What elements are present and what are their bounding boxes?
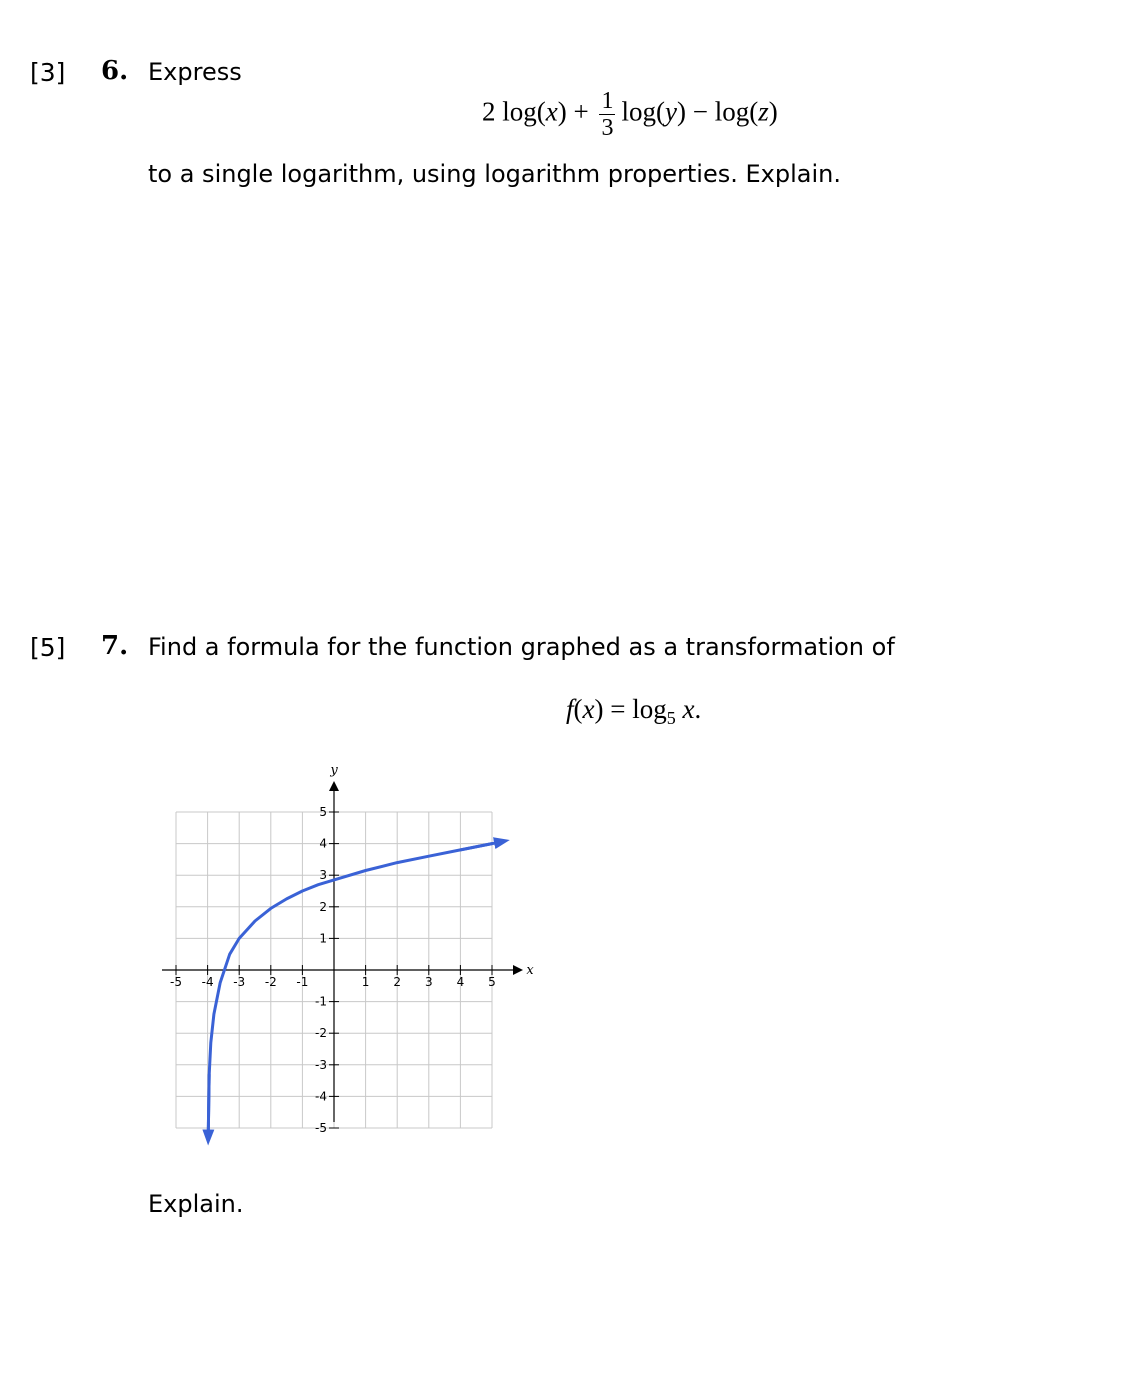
curve-arrow-down — [208, 1074, 209, 1137]
y-axis-label: y — [330, 763, 338, 778]
y-tick-label: -1 — [315, 994, 327, 1009]
q6-arg-y: y — [665, 96, 677, 127]
q7-base: 5 — [666, 708, 676, 728]
y-tick-label: -3 — [315, 1057, 327, 1072]
curve-arrow-right — [460, 842, 502, 850]
x-tick-label: 3 — [424, 975, 433, 989]
q6-arg-z: z — [758, 96, 769, 127]
y-tick-label: -2 — [315, 1026, 327, 1041]
x-tick-label: 5 — [488, 975, 496, 989]
q7-arg: x — [582, 694, 595, 724]
q6-instruction: to a single logarithm, using logarithm properties. Explain. — [148, 160, 841, 188]
q6-plus: + — [573, 96, 589, 127]
y-tick-label: 1 — [319, 931, 327, 946]
y-tick-label: -5 — [315, 1121, 327, 1135]
q6-minus: − — [692, 96, 708, 127]
q7-number: 7. — [101, 631, 129, 661]
y-tick-label: 4 — [319, 836, 327, 851]
x-tick-label: 4 — [456, 975, 465, 989]
y-tick-label: -4 — [315, 1089, 327, 1104]
x-tick-label: -4 — [201, 975, 214, 989]
q7-points: [5] — [30, 633, 66, 662]
q7-explain: Explain. — [148, 1190, 244, 1218]
q6-fraction — [599, 88, 615, 141]
q6-log3: log — [714, 96, 750, 127]
x-tick-label: -2 — [264, 975, 277, 989]
q7-equals: = — [610, 694, 626, 724]
q6-arg-x: x — [545, 96, 558, 127]
q7-period: . — [694, 694, 702, 724]
x-tick-label: 1 — [361, 975, 370, 989]
x-tick-label: -3 — [233, 975, 246, 989]
x-tick-label: -1 — [296, 975, 309, 989]
q6-coef: 2 — [482, 96, 496, 127]
q6-frac-num: 1 — [601, 88, 614, 114]
q6-log2: log — [621, 96, 656, 127]
y-tick-label: 2 — [319, 899, 327, 914]
q7-var: x — [682, 694, 695, 724]
q6-points: [3] — [30, 58, 66, 87]
curve-line — [208, 844, 492, 1138]
x-tick-label: -5 — [170, 975, 182, 989]
q7-formula: $f(x) = \log_5 x$. — [566, 694, 702, 728]
q7-f: f — [566, 694, 574, 724]
q6-number: 6. — [101, 56, 129, 86]
q7-prompt: Find a formula for the function graphed as a transformation of — [148, 633, 895, 661]
y-tick-label: 3 — [319, 868, 327, 883]
y-tick-label: 5 — [319, 805, 327, 819]
q6-log1: log — [502, 96, 537, 127]
q6-frac-den: 3 — [601, 115, 614, 141]
curve — [208, 842, 502, 1138]
q6-expression: 2 log(x) + $\frac{1}{3}$ log(y) − log(z) — [482, 88, 778, 141]
log-graph — [140, 755, 560, 1165]
q6-intro: Express — [148, 58, 242, 86]
x-tick-label: 2 — [393, 975, 402, 989]
axes — [162, 763, 534, 1122]
q7-log: log — [632, 694, 667, 724]
x-axis-label: x — [526, 963, 534, 978]
